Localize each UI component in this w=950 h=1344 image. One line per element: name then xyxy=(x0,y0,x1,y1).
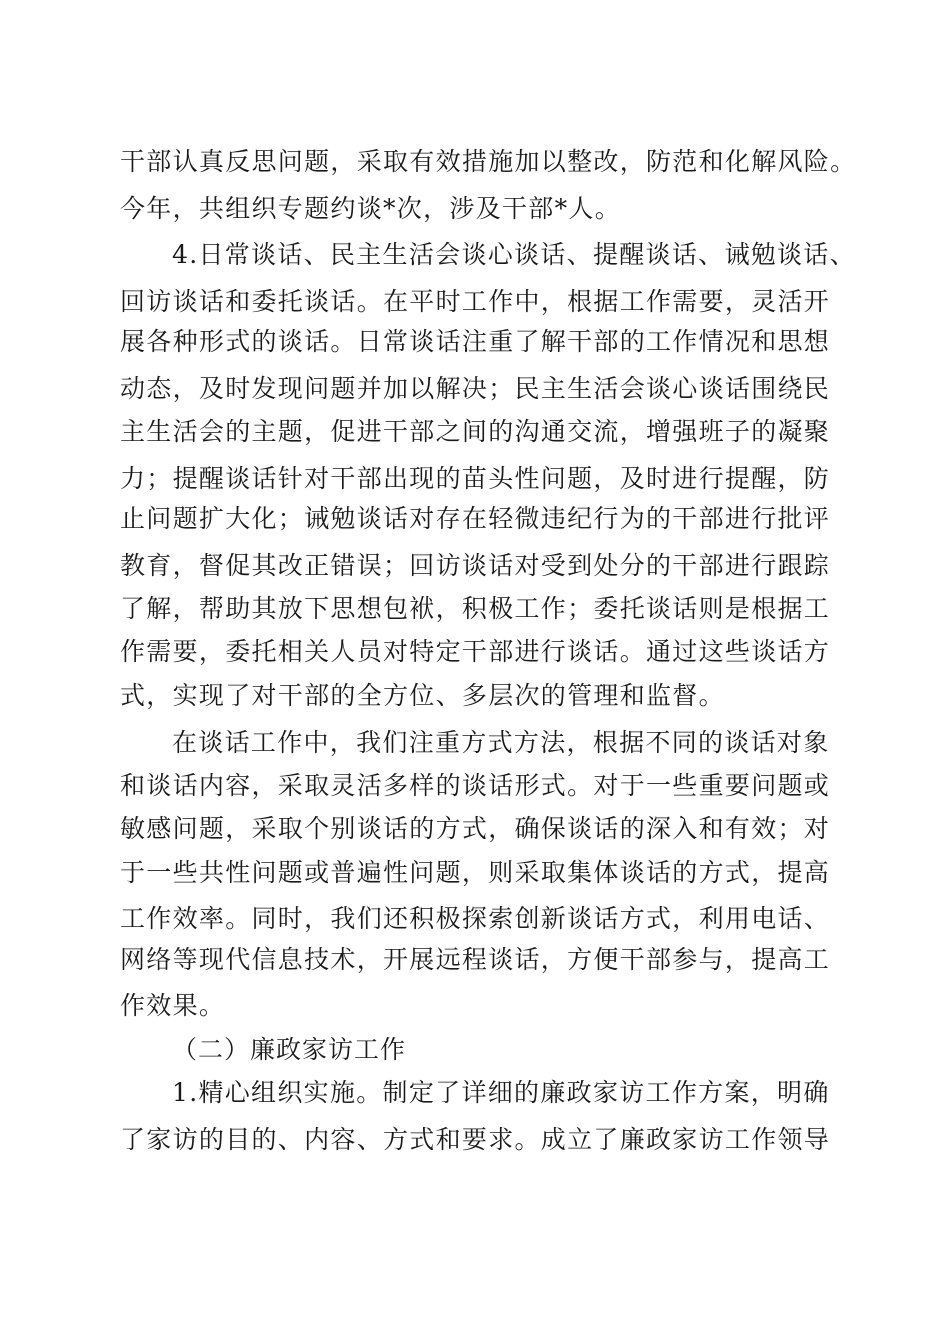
paragraph-line: 4.日常谈话、民主生活会谈心谈话、提醒谈话、诫勉谈话、 xyxy=(172,240,856,269)
paragraph-line: 教育，督促其改正错误；回访谈话对受到处分的干部进行跟踪 xyxy=(120,551,831,580)
paragraph-line: 展各种形式的谈话。日常谈话注重了解干部的工作情况和思想 xyxy=(120,327,831,356)
paragraph-line: 网络等现代信息技术，开展远程谈话，方便干部参与，提高工 xyxy=(120,945,831,974)
paragraph-line: 止问题扩大化；诫勉谈话对存在轻微违纪行为的干部进行批评 xyxy=(120,504,831,533)
paragraph-line: 了解，帮助其放下思想包袱，积极工作；委托谈话则是根据工 xyxy=(120,594,831,623)
paragraph-line: 和谈话内容，采取灵活多样的谈话形式。对于一些重要问题或 xyxy=(120,771,831,800)
paragraph-line: 作效果。 xyxy=(120,991,226,1020)
paragraph-line: 回访谈话和委托谈话。在平时工作中，根据工作需要，灵活开 xyxy=(120,287,831,316)
paragraph-line: 式，实现了对干部的全方位、多层次的管理和监督。 xyxy=(120,681,725,710)
paragraph-line: 动态，及时发现问题并加以解决；民主生活会谈心谈话围绕民 xyxy=(120,374,831,403)
paragraph-line: 1.精心组织实施。制定了详细的廉政家访工作方案，明确 xyxy=(172,1078,830,1107)
paragraph-line: 主生活会的主题，促进干部之间的沟通交流，增强班子的凝聚 xyxy=(120,417,831,446)
paragraph-line: 了家访的目的、内容、方式和要求。成立了廉政家访工作领导 xyxy=(120,1125,831,1154)
paragraph-line: 作需要，委托相关人员对特定干部进行谈话。通过这些谈话方 xyxy=(120,637,831,666)
paragraph-line: 力；提醒谈话针对干部出现的苗头性问题，及时进行提醒，防 xyxy=(120,464,831,493)
paragraph-line: 工作效率。同时，我们还积极探索创新谈话方式，利用电话、 xyxy=(120,904,831,933)
paragraph-line: 今年，共组织专题约谈*次，涉及干部*人。 xyxy=(120,194,622,223)
paragraph-line: 于一些共性问题或普遍性问题，则采取集体谈话的方式，提高 xyxy=(120,858,831,887)
paragraph-line: 干部认真反思问题，采取有效措施加以整改，防范和化解风险。 xyxy=(120,147,857,176)
section-heading: （二）廉政家访工作 xyxy=(172,1035,407,1064)
paragraph-line: 敏感问题，采取个别谈话的方式，确保谈话的深入和有效；对 xyxy=(120,814,831,843)
paragraph-line: 在谈话工作中，我们注重方式方法，根据不同的谈话对象 xyxy=(172,728,830,757)
